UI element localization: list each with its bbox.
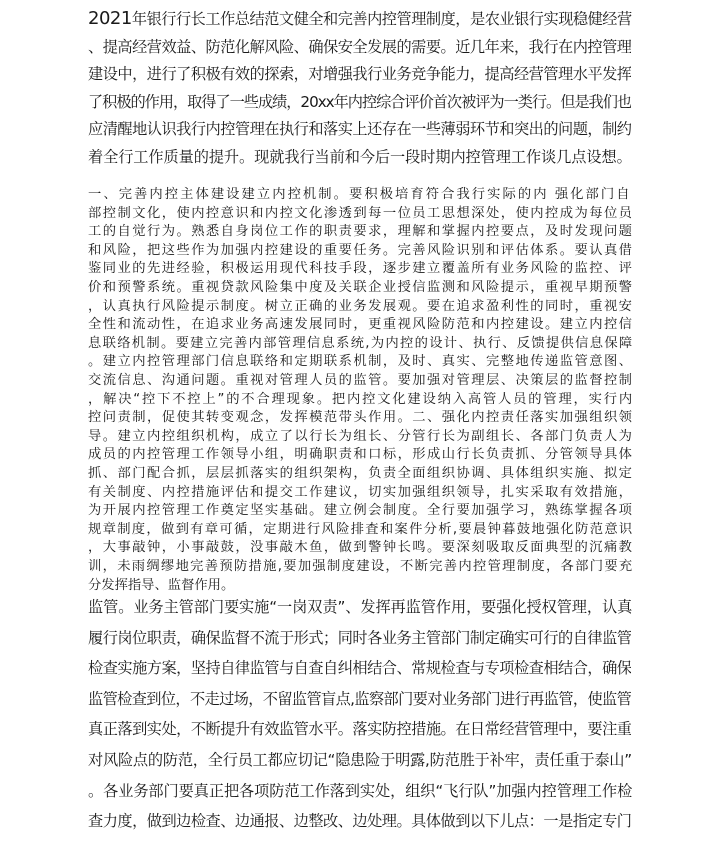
title-text: 年银行行长工作总结范文健全和完善内控管理制度，是农业银行实现稳健经营 xyxy=(131,10,632,28)
text-line: 查力度，做到边检查、边通报、边整改、边处理。具体做到以下儿点：一是指定专门 xyxy=(88,812,632,831)
text-line: 真正落到实处，不断提升有效监管水平。落实防控措施。在日常经营管理中，要注重 xyxy=(88,720,632,739)
text-line: 监管。业务主管部门要实施“一岗双责”、发挥再监管作用，要强化授权管理，认真 xyxy=(88,598,633,616)
text-line: 规章制度，做到有章可循，定期进行风险排査和案件分析,要晨钟暮鼓地强化防范意识 xyxy=(88,521,634,537)
text-line: 导。建立内控组织机构，成立了以行长为组长、分管行长为副组长、各部门负责人为 xyxy=(88,428,634,444)
text-line: 建设中，进行了积极有效的探索，对增强我行业务竞争能力，提高经营管理水平发挥 xyxy=(88,65,632,84)
text-line: 分发挥指导、监督作用。 xyxy=(88,577,235,593)
text-line xyxy=(88,8,632,29)
text-line: 全性和流动性，在追求业务高速发展同时，更重视风险防范和内控建设。建立内控信 xyxy=(88,317,634,333)
text-line: 应清醒地认识我行内控管理在执行和落实上还存在一些薄弱环节和突出的问题，制约 xyxy=(88,120,632,139)
text-line: 鉴同业的先进经验，积极运用现代科技手段，逐步建立覆盖所有业务风险的监控、评 xyxy=(88,261,634,277)
text-line: 着全行工作质量的提升。现就我行当前和今后一段时期内控管理工作谈几点设想。 xyxy=(88,148,632,166)
text-line: 控问责制，促使其转变观念，发挥模范带头作用。二、强化内控责任落实加强组织领 xyxy=(88,410,634,426)
text-line: 一、完善内控主体建设建立内控机制。要积极培育符合我行实际的内 强化部门自 xyxy=(88,187,632,202)
text-line: 工的自觉行为。熟悉自身岗位工作的职责要求，理解和掌握内控要点，及时发现问题 xyxy=(88,224,634,240)
text-line: ，大事敲钟，小事敲鼓，没事敲木鱼，做到警钟长鸣。要深刻吸取反面典型的沉痛教 xyxy=(88,540,634,556)
text-line: 有关制度、内控措施评估和提交工作建议，切实加强组织领导，扎实采取有效措施， xyxy=(88,484,634,500)
text-line: 成员的内控管理工作领导小组，明确职责和口标，形成山行长负责抓、分管领导具体 xyxy=(88,447,634,463)
text-line: 训，未雨绸缪地完善预防措施,要加强制度建设，不断完善内控管理制度，各部门要充 xyxy=(88,559,634,574)
text-line: 了积极的作用，取得了一些成绩，20xx年内控综合评价首次被评为一类行。但是我们也 xyxy=(88,92,632,111)
text-line: 为开展内控管理工作奠定坚实基础。建立例会制度。全行要加强学习，熟练掌握各项 xyxy=(88,503,634,519)
text-line: 监管检查到位，不走过场，不留监管盲点,监察部门要对业务部门进行再监管，使监管 xyxy=(88,689,632,708)
text-line: ，解决“控下不控上”的不合理现象。把内控文化建设纳入高管人员的管理，实行内 xyxy=(88,391,634,407)
text-line: 部控制文化，使内控意识和内控文化渗透到每一位员工思想深处，使内控成为每位员 xyxy=(88,205,634,221)
year-number: 2021 xyxy=(88,8,132,29)
text-line: 履行岗位职责，确保监督不流于形式；同时各业务主管部门制定确实可行的自律监管 xyxy=(88,628,632,647)
text-line: 价和预警系统。重视贷款风险集中度及关联企业授信监测和风险提示，重视早期预警 xyxy=(88,280,634,295)
text-line: 、提高经营效益、防范化解风险、确保安全发展的需要。近几年来，我行在内控管理 xyxy=(88,37,632,56)
text-line: 。建立内控管理部门信息联络和定期联系机制，及时、真实、完整地传递监管意图、 xyxy=(88,354,634,370)
text-line: 和风险，把这些作为加强内控建设的重要任务。完善风险识别和评估体系。要认真借 xyxy=(88,242,634,258)
text-line: 交流信息、沟通问题。重视对管理人员的监管。要加强对管理层、决策层的监督控制 xyxy=(88,373,634,388)
text-line: 。各业务部门要真正把各项防范工作落到实处，组织“飞行队”加强内控管理工作检 xyxy=(88,781,633,800)
text-line: 息联络机制。要建立完善内部管理信息系统,为内控的设计、执行、反馈提供信息保障 xyxy=(88,335,634,351)
text-line: 对风险点的防范，全行员工都应切记“隐患险于明露,防范胜于补牢，责任重于泰山” xyxy=(88,751,632,769)
text-line: ，认真执行风险提示制度。树立正确的业务发展观。要在追求盈利性的同时，重视安 xyxy=(88,298,634,314)
text-line: 抓、部门配合抓，层层抓落实的组织架构，负责全面组织协调、具体组织实施、拟定 xyxy=(88,466,634,481)
text-line: 检查实施方案，坚持自律监管与自查自纠相结合、常规检查与专项检查相结合，确保 xyxy=(88,659,632,678)
